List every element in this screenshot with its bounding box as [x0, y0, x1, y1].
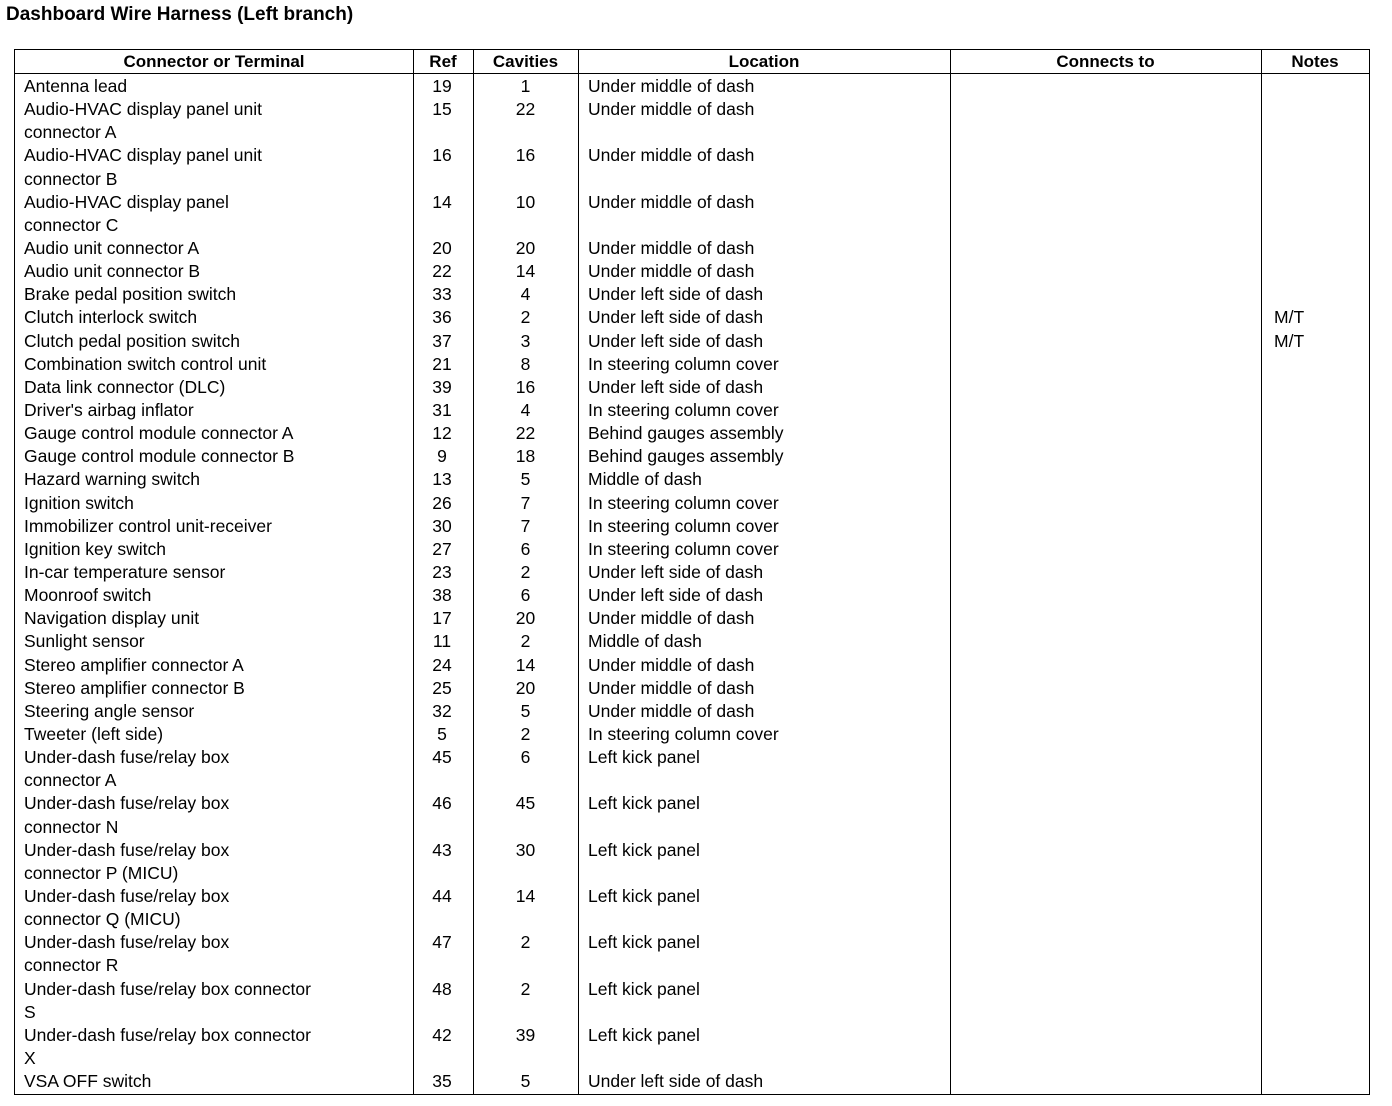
cell-ref-number: 39 — [432, 376, 452, 397]
table-body — [15, 75, 1369, 1093]
table-row — [15, 376, 1369, 399]
column-header-notes: Notes — [1291, 52, 1339, 71]
cell-ref-number: 43 — [432, 839, 452, 860]
cell-connector-name: Hazard warning switch — [24, 469, 201, 490]
cell-cavities-count: 39 — [515, 1024, 536, 1045]
cell-location: In steering column cover — [588, 723, 779, 744]
cell-location: Under left side of dash — [588, 1071, 764, 1092]
cell-cavities-count: 20 — [515, 608, 536, 629]
cell-cavities-count: 5 — [520, 1071, 531, 1092]
cell-cavities-count: 16 — [515, 376, 536, 397]
cell-location: Left kick panel — [588, 978, 700, 999]
cell-connector-name: Gauge control module connector B — [24, 446, 295, 467]
cell-cavities-count: 10 — [515, 191, 536, 212]
table-row — [15, 191, 1369, 237]
cell-ref-number: 21 — [432, 353, 452, 374]
cell-cavities-count: 6 — [520, 538, 531, 559]
cell-connector-name: Audio unit connector A — [24, 238, 200, 259]
table-row — [15, 746, 1369, 792]
cell-ref-number: 14 — [432, 191, 452, 212]
cell-location: Left kick panel — [588, 886, 700, 907]
cell-connector-name: In-car temperature sensor — [24, 562, 226, 582]
table-row — [15, 283, 1369, 306]
table-row — [15, 1024, 1369, 1070]
cell-location: Behind gauges assembly — [588, 423, 784, 444]
column-header-connects-to: Connects to — [1056, 52, 1155, 71]
cell-location: Left kick panel — [588, 1024, 700, 1045]
table-row — [15, 723, 1369, 746]
cell-location: In steering column cover — [588, 538, 779, 559]
cell-cavities-count: 8 — [520, 353, 531, 374]
cell-location: Left kick panel — [588, 932, 700, 953]
table-row — [15, 931, 1369, 977]
cell-connector-name: Data link connector (DLC) — [24, 376, 226, 397]
table-row — [15, 515, 1369, 538]
cell-ref-number: 12 — [432, 423, 452, 444]
cell-connector-name: Under-dash fuse/relay box connector A — [24, 747, 230, 791]
cell-connector-name: Under-dash fuse/relay box connector X — [24, 1024, 311, 1068]
cell-connector-name: Brake pedal position switch — [24, 284, 237, 305]
cell-cavities-count: 2 — [520, 723, 531, 744]
cell-ref-number: 30 — [432, 515, 452, 536]
cell-connector-name: Antenna lead — [24, 76, 128, 96]
table-row — [15, 445, 1369, 468]
cell-cavities-count: 2 — [520, 932, 531, 953]
cell-ref-number: 20 — [432, 238, 452, 259]
cell-ref-number: 13 — [432, 469, 452, 490]
cell-ref-number: 16 — [432, 145, 452, 166]
cell-location: In steering column cover — [588, 353, 779, 374]
cell-cavities-count: 16 — [515, 145, 536, 166]
cell-ref-number: 37 — [432, 330, 452, 351]
table-row — [15, 584, 1369, 607]
cell-connector-name: Moonroof switch — [24, 585, 152, 606]
cell-connector-name: Stereo amplifier connector B — [24, 677, 245, 698]
table-row — [15, 144, 1369, 190]
table-row — [15, 792, 1369, 838]
cell-connector-name: Under-dash fuse/relay box connector P (MICU) — [24, 839, 230, 883]
cell-location: Under middle of dash — [588, 608, 755, 629]
cell-location: Under middle of dash — [588, 99, 755, 120]
cell-ref-number: 44 — [432, 886, 452, 907]
cell-ref-number: 23 — [432, 562, 452, 582]
cell-cavities-count: 18 — [515, 446, 536, 467]
cell-location: Middle of dash — [588, 631, 702, 652]
cell-ref-number: 25 — [432, 677, 452, 698]
cell-connector-name: Audio-HVAC display panel unit connector A — [24, 99, 263, 143]
cell-connector-name: Audio-HVAC display panel unit connector B — [24, 145, 263, 189]
cell-connector-name: Ignition key switch — [24, 538, 167, 559]
cell-cavities-count: 45 — [515, 793, 536, 814]
cell-cavities-count: 14 — [515, 654, 536, 675]
cell-location: Under middle of dash — [588, 76, 755, 96]
cell-location: Behind gauges assembly — [588, 446, 784, 467]
cell-connector-name: Tweeter (left side) — [24, 723, 164, 744]
table-header — [15, 50, 1369, 74]
cell-cavities-count: 20 — [515, 238, 536, 259]
cell-ref-number: 36 — [432, 307, 452, 328]
column-header-name: Connector or Terminal — [123, 52, 305, 71]
cell-cavities-count: 1 — [520, 76, 531, 96]
cell-ref-number: 24 — [432, 654, 452, 675]
column-header-ref: Ref — [429, 52, 457, 71]
cell-location: Under middle of dash — [588, 677, 755, 698]
cell-connector-name: Gauge control module connector A — [24, 423, 294, 444]
cell-cavities-count: 30 — [515, 839, 536, 860]
table-row — [15, 978, 1369, 1024]
cell-ref-number: 33 — [432, 284, 452, 305]
cell-ref-number: 15 — [432, 99, 452, 120]
cell-notes: M/T — [1274, 330, 1305, 351]
cell-connector-name: Under-dash fuse/relay box connector R — [24, 932, 230, 976]
cell-connector-name: Under-dash fuse/relay box connector N — [24, 793, 230, 837]
table-row — [15, 237, 1369, 260]
cell-connector-name: Immobilizer control unit-receiver — [24, 515, 272, 536]
cell-connector-name: Ignition switch — [24, 492, 134, 513]
cell-cavities-count: 7 — [520, 492, 531, 513]
cell-ref-number: 35 — [432, 1071, 452, 1092]
cell-connector-name: VSA OFF switch — [24, 1071, 152, 1092]
table-row — [15, 492, 1369, 515]
cell-ref-number: 19 — [432, 76, 452, 96]
cell-connector-name: Driver's airbag inflator — [24, 400, 194, 421]
cell-connector-name: Stereo amplifier connector A — [24, 654, 244, 675]
cell-cavities-count: 20 — [515, 677, 536, 698]
table-row — [15, 1070, 1369, 1093]
cell-location: Left kick panel — [588, 839, 700, 860]
cell-ref-number: 47 — [432, 932, 452, 953]
cell-cavities-count: 3 — [520, 330, 531, 351]
cell-ref-number: 17 — [432, 608, 452, 629]
cell-location: Under middle of dash — [588, 191, 755, 212]
cell-cavities-count: 6 — [520, 585, 531, 606]
table-row — [15, 422, 1369, 445]
cell-cavities-count: 4 — [520, 284, 531, 305]
cell-connector-name: Under-dash fuse/relay box connector Q (MICU) — [24, 886, 230, 930]
table-row — [15, 353, 1369, 376]
cell-ref-number: 22 — [432, 261, 452, 282]
table-row — [15, 607, 1369, 630]
cell-ref-number: 5 — [437, 723, 447, 744]
cell-location: Under middle of dash — [588, 145, 755, 166]
cell-ref-number: 31 — [432, 400, 452, 421]
cell-notes: M/T — [1274, 307, 1305, 328]
table-row — [15, 468, 1369, 491]
cell-location: Left kick panel — [588, 747, 700, 768]
cell-location: In steering column cover — [588, 400, 779, 421]
cell-cavities-count: 2 — [520, 307, 531, 328]
cell-connector-name: Clutch interlock switch — [24, 307, 198, 328]
table-row — [15, 654, 1369, 677]
cell-location: Under left side of dash — [588, 330, 764, 351]
cell-location: In steering column cover — [588, 492, 779, 513]
table-row — [15, 630, 1369, 653]
cell-connector-name: Under-dash fuse/relay box connector S — [24, 978, 311, 1022]
cell-location: Under left side of dash — [588, 376, 764, 397]
table-row — [15, 399, 1369, 422]
cell-connector-name: Clutch pedal position switch — [24, 330, 240, 351]
cell-ref-number: 48 — [432, 978, 452, 999]
table-row — [15, 260, 1369, 283]
cell-cavities-count: 5 — [520, 469, 531, 490]
cell-cavities-count: 14 — [515, 261, 536, 282]
table-row — [15, 330, 1369, 353]
cell-ref-number: 27 — [432, 538, 452, 559]
cell-location: Under left side of dash — [588, 562, 764, 582]
cell-cavities-count: 2 — [520, 562, 531, 582]
column-header-cavities: Cavities — [492, 52, 559, 71]
cell-location: Under middle of dash — [588, 700, 755, 721]
cell-location: Under middle of dash — [588, 654, 755, 675]
cell-ref-number: 46 — [432, 793, 452, 814]
cell-cavities-count: 22 — [515, 423, 536, 444]
cell-location: Under left side of dash — [588, 585, 764, 606]
cell-connector-name: Audio-HVAC display panel connector C — [24, 191, 229, 235]
table-row — [15, 700, 1369, 723]
cell-ref-number: 26 — [432, 492, 452, 513]
cell-location: Under middle of dash — [588, 238, 755, 259]
cell-cavities-count: 14 — [515, 886, 536, 907]
cell-ref-number: 38 — [432, 585, 452, 606]
cell-cavities-count: 4 — [520, 400, 531, 421]
cell-ref-number: 11 — [432, 631, 452, 652]
cell-location: Middle of dash — [588, 469, 702, 490]
cell-ref-number: 9 — [437, 446, 447, 467]
cell-cavities-count: 7 — [520, 515, 531, 536]
column-header-location: Location — [728, 52, 800, 71]
cell-cavities-count: 2 — [520, 978, 531, 999]
cell-location: Under left side of dash — [588, 307, 764, 328]
cell-ref-number: 45 — [432, 747, 452, 768]
cell-cavities-count: 6 — [520, 747, 531, 768]
table-row — [15, 98, 1369, 144]
table-row — [15, 677, 1369, 700]
table-row — [15, 538, 1369, 561]
cell-connector-name: Sunlight sensor — [24, 631, 145, 652]
table-row — [15, 839, 1369, 885]
cell-connector-name: Audio unit connector B — [24, 261, 201, 282]
cell-connector-name: Steering angle sensor — [24, 700, 195, 721]
cell-cavities-count: 5 — [520, 700, 531, 721]
cell-connector-name: Combination switch control unit — [24, 353, 267, 374]
cell-cavities-count: 2 — [520, 631, 531, 652]
cell-ref-number: 42 — [432, 1024, 452, 1045]
harness-table — [14, 49, 1370, 1095]
cell-cavities-count: 22 — [515, 99, 536, 120]
cell-location: Under left side of dash — [588, 284, 764, 305]
cell-location: Under middle of dash — [588, 261, 755, 282]
page-title: Dashboard Wire Harness (Left branch) — [6, 4, 354, 25]
table-row — [15, 885, 1369, 931]
cell-ref-number: 32 — [432, 700, 452, 721]
cell-connector-name: Navigation display unit — [24, 608, 200, 629]
table-row — [15, 306, 1369, 329]
cell-location: Left kick panel — [588, 793, 700, 814]
table-row — [15, 561, 1369, 584]
table-row — [15, 75, 1369, 98]
cell-location: In steering column cover — [588, 515, 779, 536]
